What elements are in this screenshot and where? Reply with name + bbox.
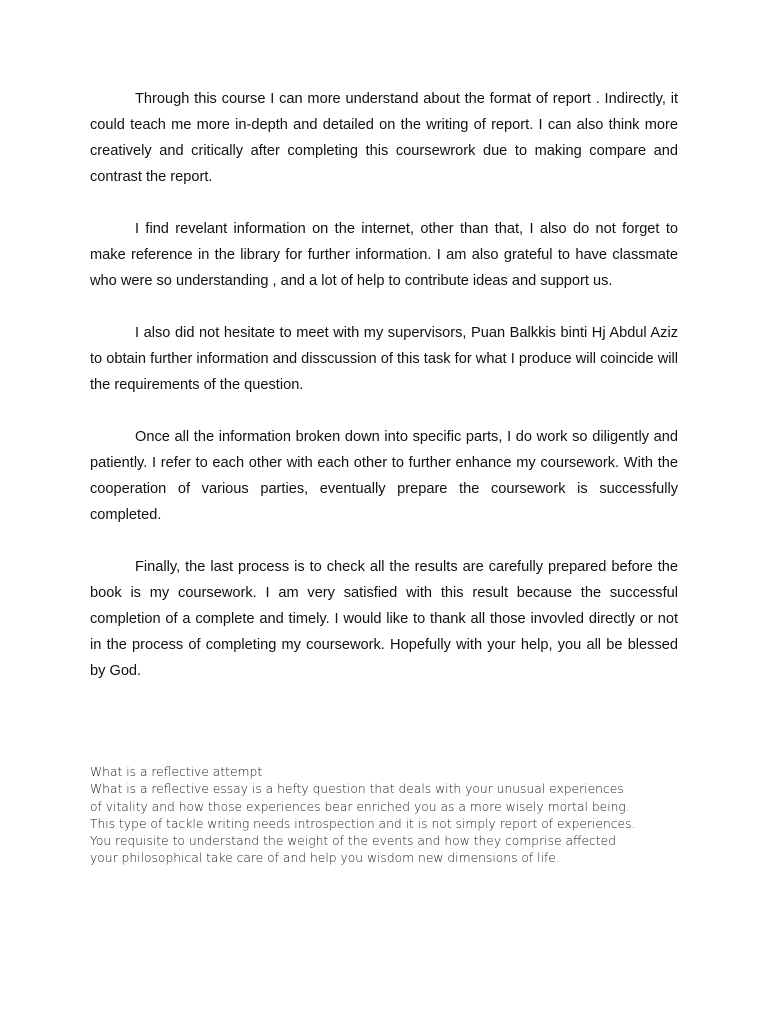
essay-paragraph: Through this course I can more understand about the format of report . Indirectly, it could teach me more in-depth and detailed on the writing of report. I can also think more creatively and critically after completing this coursewrork due to making compare and contrast the report. (90, 91, 678, 185)
note-line: This type of tackle writing needs introspection and it is not simply report of experiences. (90, 816, 636, 831)
note-line: your philosophical take care of and help you wisdom new dimensions of life. (90, 851, 560, 866)
essay-paragraph: Finally, the last process is to check all the results are carefully prepared before the book is my coursework. I am very satisfied with this result because the successful completion of a complete and timely. I would like to thank all those invovled directly or not in the process of completing my coursework. Hopefully with your help, you all be blessed by God. (90, 559, 678, 679)
note-line: What is a reflective essay is a hefty question that deals with your unusual experiences (90, 782, 624, 797)
essay-body (90, 86, 678, 710)
essay-paragraph: I also did not hesitate to meet with my supervisors, Puan Balkkis binti Hj Abdul Aziz to obtain further information and disscussion of this task for what I produce will coincide will the requirements of the question. (90, 325, 678, 393)
note-line: You requisite to understand the weight of the events and how they comprise affected (90, 834, 616, 849)
note-line: of vitality and how those experiences bear enriched you as a more wisely mortal being. (90, 799, 630, 814)
note-heading: What is a reflective attempt (90, 765, 263, 779)
reflective-note (90, 764, 690, 868)
essay-paragraph: Once all the information broken down into specific parts, I do work so diligently and patiently. I refer to each other with each other to further enhance my coursework. With the cooperation of various parties, eventually prepare the coursework is successfully completed. (90, 429, 678, 523)
essay-paragraph: I find revelant information on the internet, other than that, I also do not forget to make reference in the library for further information. I am also grateful to have classmate who were so understanding , and a lot of help to contribute ideas and support us. (90, 221, 678, 289)
